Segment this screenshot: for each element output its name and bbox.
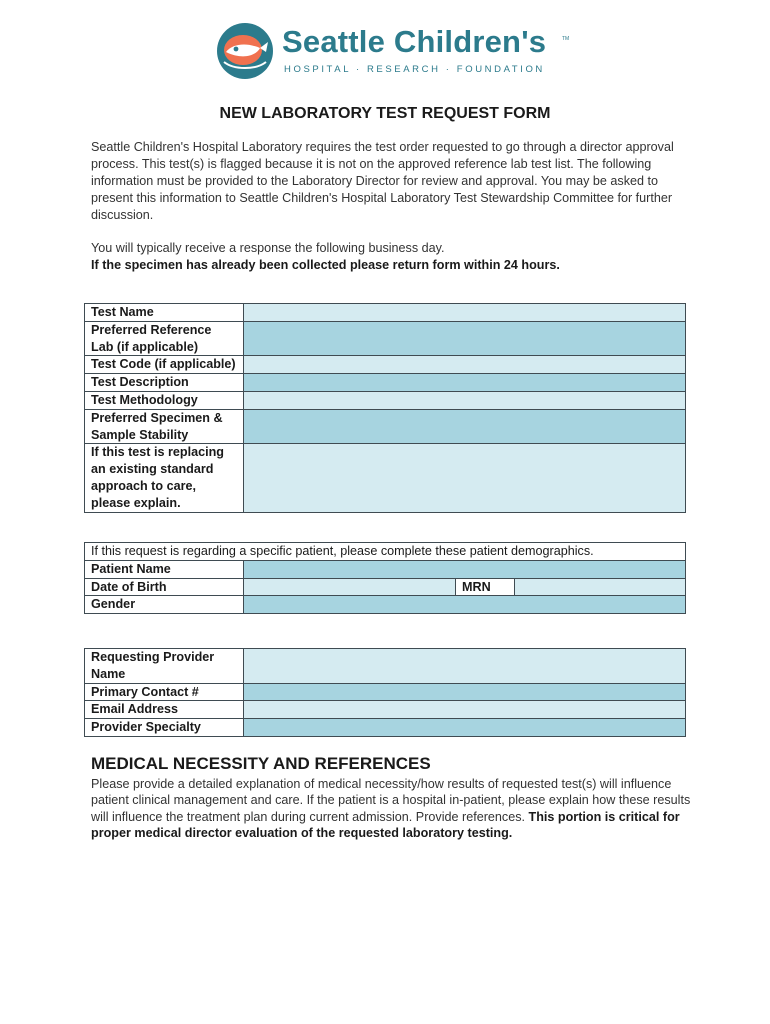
test-description-label: Test Description: [85, 374, 244, 392]
table-row: [85, 444, 686, 512]
specimen-stability-field[interactable]: [244, 409, 686, 444]
table-row: [85, 321, 686, 356]
test-info-table: [84, 303, 686, 513]
table-row: [85, 719, 686, 737]
test-code-field[interactable]: [244, 356, 686, 374]
test-name-label: Test Name: [85, 304, 244, 322]
table-row: [85, 374, 686, 392]
trademark-mark: TM: [562, 36, 570, 42]
test-methodology-label: Test Methodology: [85, 391, 244, 409]
requesting-provider-label: Requesting Provider Name: [85, 649, 244, 684]
table-row: [85, 649, 686, 684]
table-row: [85, 543, 686, 561]
patient-name-field[interactable]: [244, 560, 686, 578]
gender-label: Gender: [85, 596, 244, 614]
replacing-approach-label: If this test is replacing an existing standard approach to care, please explain.: [85, 444, 244, 512]
reference-lab-field[interactable]: [244, 321, 686, 356]
requesting-provider-field[interactable]: [244, 649, 686, 684]
patient-demographics-table: [84, 542, 686, 614]
medical-necessity-emphasis: This portion is critical for proper medical director evaluation of the requested laboratory testing.: [91, 809, 680, 841]
reference-lab-label: Preferred Reference Lab (if applicable): [85, 321, 244, 356]
primary-contact-label: Primary Contact #: [85, 683, 244, 701]
response-note-block: [91, 240, 691, 274]
patient-name-label: Patient Name: [85, 560, 244, 578]
primary-contact-field[interactable]: [244, 683, 686, 701]
test-description-field[interactable]: [244, 374, 686, 392]
email-address-field[interactable]: [244, 701, 686, 719]
patient-demographics-header: If this request is regarding a specific patient, please complete these patient demographics.: [85, 543, 686, 561]
test-methodology-field[interactable]: [244, 391, 686, 409]
test-code-label: Test Code (if applicable): [85, 356, 244, 374]
seattle-childrens-logo: [216, 22, 576, 80]
provider-specialty-label: Provider Specialty: [85, 719, 244, 737]
table-row: [85, 391, 686, 409]
table-row: [85, 578, 686, 596]
replacing-approach-field[interactable]: [244, 444, 686, 512]
collected-note: If the specimen has already been collected please return form within 24 hours.: [91, 258, 560, 272]
table-row: [85, 304, 686, 322]
specimen-stability-label: Preferred Specimen & Sample Stability: [85, 409, 244, 444]
table-row: [85, 560, 686, 578]
response-note: You will typically receive a response the following business day.: [91, 241, 445, 255]
whale-logo-icon: [216, 22, 274, 80]
medical-necessity-heading: MEDICAL NECESSITY AND REFERENCES: [91, 754, 431, 773]
date-of-birth-field[interactable]: [244, 578, 456, 596]
medical-necessity-text: Please provide a detailed explanation of medical necessity/how results of requested test(s) will influence patient clinical management and care. If the patient is a hospital in-patient, please explain how these results will influence the treatment plan during current admission. Provide references.: [91, 777, 691, 824]
table-row: [85, 356, 686, 374]
table-row: [85, 683, 686, 701]
provider-specialty-field[interactable]: [244, 719, 686, 737]
mrn-label: MRN: [456, 578, 515, 596]
intro-paragraph: Seattle Children's Hospital Laboratory requires the test order requested to go through a director approval process. This test(s) is flagged because it is not on the approved reference lab test list. The following information must be provided to the Laboratory Director for review and approval. You may be asked to present this information to Seattle Children's Hospital Laboratory Test Stewardship Committee for further discussion.: [91, 140, 674, 222]
provider-table: [84, 648, 686, 737]
table-row: [85, 701, 686, 719]
logo-tagline: HOSPITAL · RESEARCH · FOUNDATION: [284, 64, 545, 75]
medical-necessity-body: [91, 776, 691, 842]
mrn-field[interactable]: [515, 578, 686, 596]
table-row: [85, 409, 686, 444]
logo-name: Seattle Children's: [282, 24, 547, 59]
form-title: NEW LABORATORY TEST REQUEST FORM: [219, 105, 551, 122]
test-name-field[interactable]: [244, 304, 686, 322]
gender-field[interactable]: [244, 596, 686, 614]
date-of-birth-label: Date of Birth: [85, 578, 244, 596]
table-row: [85, 596, 686, 614]
email-address-label: Email Address: [85, 701, 244, 719]
